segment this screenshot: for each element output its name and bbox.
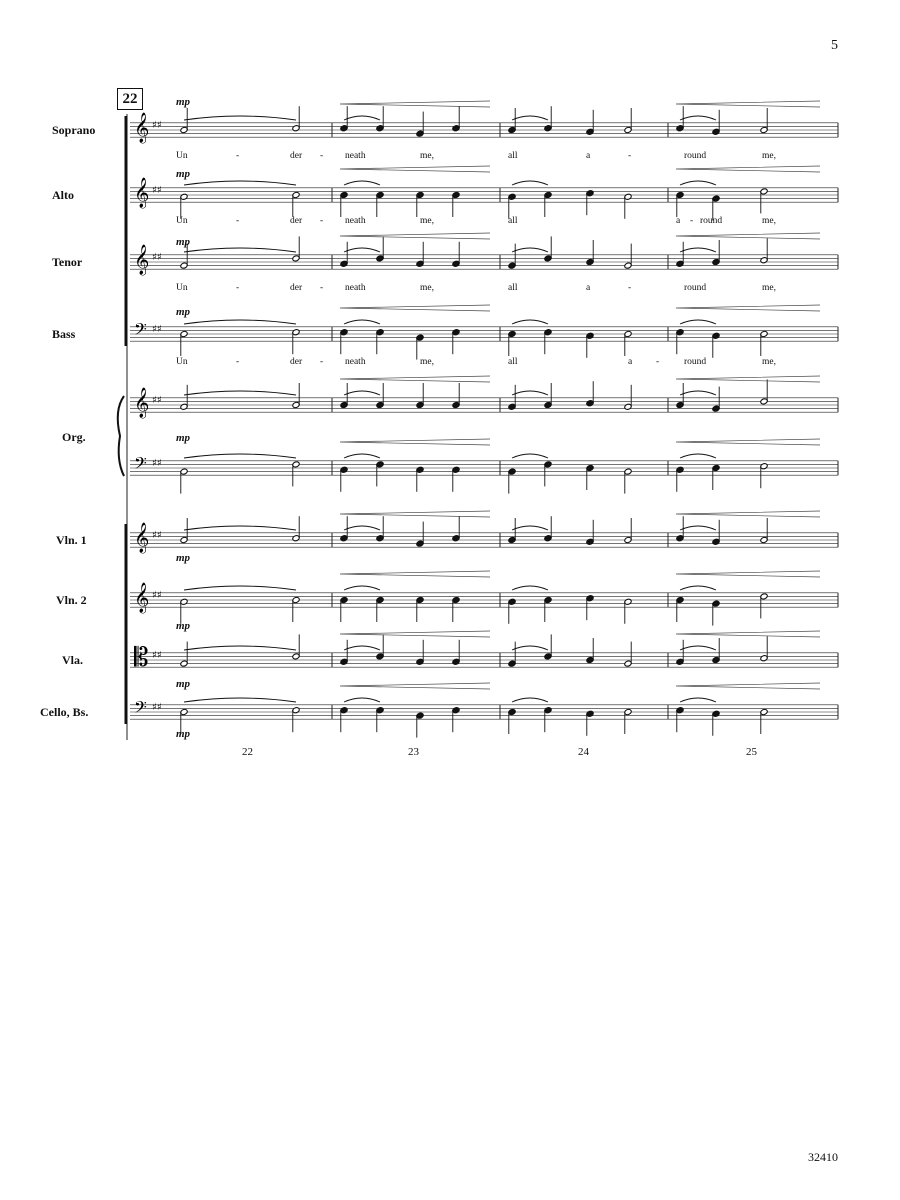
bass-clef-icon: 𝄢 <box>134 319 147 343</box>
lyric-syllable: all <box>508 216 518 226</box>
slur <box>680 698 716 702</box>
measure-number: 22 <box>242 746 253 758</box>
slur <box>680 454 716 458</box>
hairpin <box>676 511 820 517</box>
hairpin <box>676 683 820 689</box>
lyric-syllable: all <box>508 283 518 293</box>
slur <box>184 526 296 530</box>
treble-clef-icon: 𝄞 <box>134 523 150 553</box>
lyric-syllable: me, <box>420 216 434 226</box>
slur <box>344 526 380 530</box>
lyric-syllable: der <box>290 357 303 367</box>
lyric-syllable: - <box>320 357 324 367</box>
hairpin <box>676 631 820 637</box>
slur <box>184 248 296 252</box>
hairpin <box>340 571 490 577</box>
slur <box>512 526 548 530</box>
lyric-syllable: - <box>690 216 694 226</box>
dynamic-cello: mp <box>176 728 191 740</box>
staff-label-violin-2: Vln. 2 <box>56 593 87 607</box>
lyric-syllable: a <box>586 283 591 293</box>
slur <box>680 320 716 324</box>
lyric-syllable: neath <box>345 283 366 293</box>
slur <box>184 454 296 458</box>
lyric-syllable: der <box>290 216 303 226</box>
key-signature-sharp-icon: ♯♯ <box>152 650 162 661</box>
organ-brace <box>118 396 124 476</box>
dynamic-violin-1: mp <box>176 552 191 564</box>
hairpin <box>340 631 490 637</box>
lyric-syllable: me, <box>762 216 776 226</box>
slur <box>184 646 296 650</box>
dynamic-alto: mp <box>176 168 191 180</box>
hairpin <box>340 511 490 517</box>
key-signature-sharp-icon: ♯♯ <box>152 458 162 469</box>
hairpin <box>676 305 820 311</box>
key-signature-sharp-icon: ♯♯ <box>152 530 162 541</box>
hairpin <box>340 683 490 689</box>
slur <box>344 586 380 590</box>
bass-clef-icon: 𝄢 <box>134 453 147 477</box>
hairpin <box>676 166 820 172</box>
barlines <box>332 123 838 719</box>
slur <box>680 181 716 185</box>
hairpin <box>340 166 490 172</box>
treble-clef-icon: 𝄞 <box>134 178 150 208</box>
lyric-syllable: Un <box>176 151 188 161</box>
lyric-syllable: - <box>320 151 324 161</box>
page-number: 5 <box>831 38 838 53</box>
slur <box>184 391 296 395</box>
slur <box>512 646 548 650</box>
measure-number: 25 <box>746 746 757 758</box>
lyric-syllable: Un <box>176 216 188 226</box>
slur <box>344 646 380 650</box>
lyric-syllable: me, <box>420 357 434 367</box>
rehearsal-mark: 22 <box>117 88 143 110</box>
alto-clef-icon: 𝄡 <box>134 643 149 673</box>
slur <box>344 454 380 458</box>
lyric-syllable: round <box>684 283 707 293</box>
lyric-syllable: neath <box>345 216 366 226</box>
slur <box>680 116 716 120</box>
treble-clef-icon: 𝄞 <box>134 583 150 613</box>
slur <box>512 698 548 702</box>
slur <box>512 454 548 458</box>
hairpin <box>676 233 820 239</box>
slur <box>512 116 548 120</box>
lyric-syllable: a <box>628 357 633 367</box>
staff-lines <box>130 123 838 719</box>
hairpin <box>676 571 820 577</box>
key-signature-sharp-icon: ♯♯ <box>152 120 162 131</box>
staff-label-viola: Vla. <box>62 653 83 667</box>
lyric-syllable: - <box>236 216 240 226</box>
dynamic-soprano: mp <box>176 96 191 108</box>
slur <box>344 320 380 324</box>
hairpins <box>340 101 820 689</box>
slur <box>344 248 380 252</box>
staff-label-cello-bass: Cello, Bs. <box>40 705 89 719</box>
lyric-syllable: - <box>236 357 240 367</box>
hairpin <box>676 101 820 107</box>
hairpin <box>340 233 490 239</box>
hairpin <box>340 439 490 445</box>
slur <box>184 698 296 702</box>
clefs <box>134 112 162 721</box>
notes <box>180 106 768 737</box>
slur <box>512 248 548 252</box>
lyric-syllable: - <box>236 283 240 293</box>
hairpin <box>676 439 820 445</box>
hairpin <box>340 305 490 311</box>
slur <box>184 586 296 590</box>
slur <box>680 586 716 590</box>
slur <box>344 116 380 120</box>
system-brackets <box>118 114 127 740</box>
lyric-syllable: me, <box>420 283 434 293</box>
slur <box>680 526 716 530</box>
dynamic-bass: mp <box>176 306 191 318</box>
staff-label-bass: Bass <box>52 327 76 341</box>
lyric-syllable: Un <box>176 357 188 367</box>
lyric-syllable: - <box>628 151 632 161</box>
slur <box>680 248 716 252</box>
measure-number: 24 <box>578 746 589 758</box>
hairpin <box>340 376 490 382</box>
lyric-syllable: round <box>684 151 707 161</box>
key-signature-sharp-icon: ♯♯ <box>152 324 162 335</box>
lyric-syllable: neath <box>345 357 366 367</box>
slur <box>184 116 296 120</box>
lyric-syllable: der <box>290 283 303 293</box>
staff-label-organ: Org. <box>62 430 86 444</box>
hairpin <box>340 101 490 107</box>
lyric-syllable: der <box>290 151 303 161</box>
key-signature-sharp-icon: ♯♯ <box>152 702 162 713</box>
key-signature-sharp-icon: ♯♯ <box>152 185 162 196</box>
key-signature-sharp-icon: ♯♯ <box>152 252 162 263</box>
hairpin <box>676 376 820 382</box>
key-signature-sharp-icon: ♯♯ <box>152 590 162 601</box>
slur <box>680 646 716 650</box>
lyric-syllable: a <box>676 216 681 226</box>
treble-clef-icon: 𝄞 <box>134 388 150 418</box>
slur <box>344 698 380 702</box>
dynamic-organ: mp <box>176 432 191 444</box>
lyric-syllable: all <box>508 151 518 161</box>
treble-clef-icon: 𝄞 <box>134 113 150 143</box>
slur <box>344 181 380 185</box>
measure-number: 23 <box>408 746 419 758</box>
lyric-syllable: - <box>628 283 632 293</box>
slur <box>512 391 548 395</box>
lyric-syllable: - <box>320 283 324 293</box>
slur <box>512 181 548 185</box>
slur <box>344 391 380 395</box>
lyric-syllable: me, <box>762 357 776 367</box>
treble8-clef-icon: 𝄞 <box>134 245 150 275</box>
lyric-syllable: - <box>320 216 324 226</box>
staff-label-alto: Alto <box>52 188 74 202</box>
slur <box>512 586 548 590</box>
lyric-syllable: neath <box>345 151 366 161</box>
dynamic-violin-2: mp <box>176 620 191 632</box>
lyric-syllable: me, <box>420 151 434 161</box>
staff-label-tenor: Tenor <box>52 255 83 269</box>
lyric-syllable: round <box>684 357 707 367</box>
lyric-syllable: a <box>586 151 591 161</box>
lyric-syllable: round <box>700 216 723 226</box>
key-signature-sharp-icon: ♯♯ <box>152 395 162 406</box>
staff-label-soprano: Soprano <box>52 123 96 137</box>
lyric-syllable: all <box>508 357 518 367</box>
slur <box>512 320 548 324</box>
lyric-syllable: Un <box>176 283 188 293</box>
bass-clef-icon: 𝄢 <box>134 697 147 721</box>
slur <box>184 320 296 324</box>
slur <box>184 181 296 185</box>
dynamic-viola: mp <box>176 678 191 690</box>
lyric-syllable: me, <box>762 283 776 293</box>
lyric-syllable: - <box>656 357 660 367</box>
slur <box>680 391 716 395</box>
catalog-number: 32410 <box>808 1150 838 1164</box>
lyric-syllable: - <box>236 151 240 161</box>
dynamic-tenor: mp <box>176 236 191 248</box>
lyric-syllable: me, <box>762 151 776 161</box>
staff-label-violin-1: Vln. 1 <box>56 533 87 547</box>
